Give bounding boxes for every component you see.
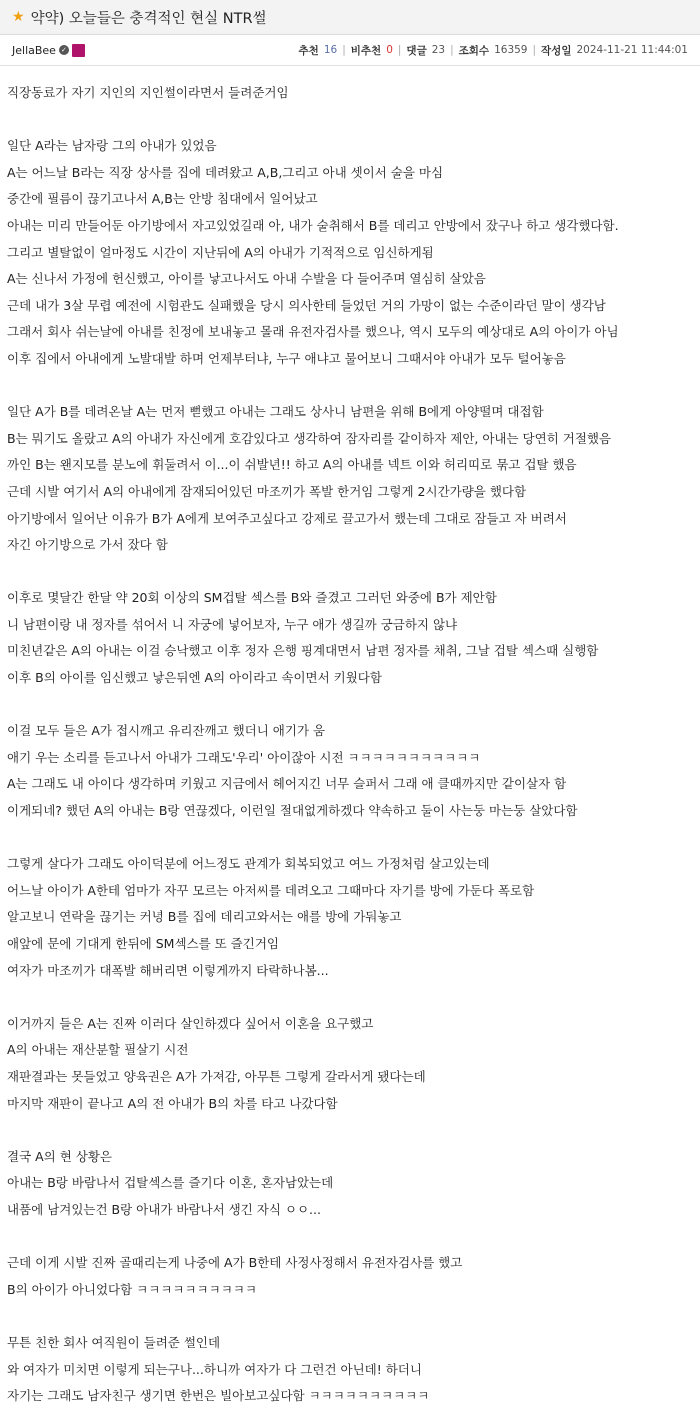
- recommend-count: 16: [323, 44, 338, 56]
- body-line: 그렇게 살다가 그래도 아이덕분에 어느정도 관계가 회복되었고 여느 가정처럼 살고있는데: [7, 856, 490, 872]
- divider: |: [532, 44, 537, 56]
- blank-line: [7, 825, 692, 852]
- body-line: 와 여자가 미치면 이렇게 되는구나...하니까 여자가 다 그런건 아닌데! 하더니: [7, 1361, 422, 1377]
- body-line: 일단 A라는 남자랑 그의 아내가 있었음: [7, 138, 217, 154]
- body-line: 이후 B의 아이를 임신했고 낳은뒤엔 A의 아이라고 속이면서 키웠다함: [7, 670, 382, 686]
- body-line: 이후로 몇달간 한달 약 20회 이상의 SM겁탈 섹스를 B와 즐겼고 그러던 와중에 B가 제안함: [7, 590, 497, 606]
- date-label: 작성일: [541, 44, 572, 57]
- comments-label: 댓글: [406, 44, 427, 57]
- recommend-label: 추천: [298, 44, 319, 57]
- blank-line: [7, 1117, 692, 1144]
- not-recommend-count: 0: [386, 44, 393, 56]
- divider: |: [342, 44, 346, 56]
- blank-line: [7, 984, 692, 1011]
- body-line: 니 남편이랑 내 정자를 섞어서 니 자궁에 넣어보자, 누구 애가 생길까 궁금하지 않냐: [7, 616, 458, 632]
- body-line: A는 어느날 B라는 직장 상사를 집에 데려왔고 A,B,그리고 아내 셋이서 술을 마심: [7, 164, 444, 180]
- post-body: [0, 66, 700, 1410]
- body-line: 어느날 아이가 A한테 엄마가 자꾸 모르는 아저씨를 데려오고 그때마다 자기를 방에 가둔다 폭로함: [7, 882, 535, 898]
- body-line: 까인 B는 왠지모를 분노에 휘둘려서 이...이 쉬발년!! 하고 A의 아내를 넥트 이와 허리띠로 묶고 겁탈 했음: [7, 457, 577, 473]
- body-line: 무튼 친한 회사 여직원이 들려준 썰인데: [7, 1334, 221, 1350]
- blank-line: [7, 107, 692, 134]
- divider: |: [397, 44, 402, 56]
- body-line: 미친년같은 A의 아내는 이걸 승낙했고 이후 정자 은행 핑계대면서 남편 정자를 채취, 그날 겁탈 섹스때 실행함: [7, 643, 599, 659]
- body-line: 애앞에 문에 기대게 한뒤에 SM섹스를 또 즐긴거임: [7, 936, 279, 951]
- body-line: 이걸 모두 들은 A가 접시깨고 유리잔깨고 했더니 애기가 움: [7, 723, 326, 739]
- body-line: 근데 내가 3살 무렵 예전에 시험관도 실패했을 당시 의사한테 들었던 거의 가망이 없는 수준이라던 말이 생각남: [7, 297, 606, 313]
- body-line: B의 아이가 아니었다함 ㅋㅋㅋㅋㅋㅋㅋㅋㅋㅋ: [7, 1281, 257, 1297]
- body-line: A는 그래도 내 아이다 생각하며 키웠고 지금에서 헤어지긴 너무 슬퍼서 그래 애 클때까지만 같이살자 함: [7, 776, 567, 792]
- star-icon[interactable]: ★: [12, 9, 25, 25]
- body-line: B는 뭐기도 올랐고 A의 아내가 자신에게 호감있다고 생각하여 잠자리를 같이하자 제안, 아내는 당연히 거절했음: [7, 430, 612, 446]
- body-line: 여자가 마조끼가 대폭발 해버리면 이렇게까지 타락하나봄...: [7, 962, 329, 978]
- blank-line: [7, 373, 692, 400]
- verified-badge-icon: ✓: [59, 45, 69, 55]
- body-line: A는 신나서 가정에 헌신했고, 아이를 낳고나서도 아내 수발을 다 들어주며 열심히 살았음: [7, 271, 486, 287]
- author-name[interactable]: JellaBee: [12, 43, 56, 57]
- body-line: 이후 집에서 아내에게 노발대발 하며 언제부터냐, 누구 애냐고 물어보니 그때서야 아내가 모두 털어놓음: [7, 350, 566, 366]
- body-line: 그래서 회사 쉬는날에 아내를 친정에 보내놓고 몰래 유전자검사를 했으나, 역시 모두의 예상대로 A의 아이가 아님: [7, 324, 619, 340]
- body-line: 알고보니 연락을 끊기는 커녕 B를 집에 데리고와서는 애를 방에 가둬놓고: [7, 909, 402, 925]
- body-line: 재판결과는 못들었고 양육권은 A가 가져감, 아무튼 그렇게 갈라서게 됐다는데: [7, 1068, 426, 1084]
- post-stats: [299, 43, 688, 58]
- body-line: 일단 A가 B를 데려온날 A는 먼저 뻗했고 아내는 그래도 상사니 남편을 위해 B에게 아양떨며 대접함: [7, 404, 544, 420]
- body-line: 아기방에서 일어난 이유가 B가 A에게 보여주고싶다고 강제로 끌고가서 했는데 그대로 잠들고 자 버려서: [7, 510, 567, 526]
- body-line: 직장동료가 자기 지인의 지인썰이라면서 들려준거임: [7, 85, 289, 100]
- body-line: 아내는 미리 만들어둔 아기방에서 자고있었길래 아, 내가 술취해서 B를 데리고 안방에서 잤구나 하고 생각했다함.: [7, 217, 619, 233]
- body-line: 마지막 재판이 끝나고 A의 전 아내가 B의 차를 타고 나갔다함: [7, 1095, 338, 1111]
- body-line: 근데 이게 시발 진짜 골때리는게 나중에 A가 B한테 사정사정해서 유전자검사를 했고: [7, 1255, 463, 1271]
- body-line: A의 아내는 재산분할 필살기 시전: [7, 1042, 189, 1058]
- blank-line: [7, 559, 692, 586]
- not-recommend-label: 비추천: [350, 44, 382, 57]
- post-date: 2024-11-21 11:44:01: [576, 44, 688, 56]
- views-count: 16359: [494, 44, 528, 56]
- body-line: 이게되네? 했던 A의 아내는 B랑 연끊겠다, 이런일 절대없게하겠다 약속하고 둘이 사는둥 마는둥 살았다함: [7, 803, 578, 819]
- post-title-bar: [0, 0, 700, 35]
- post-meta-bar: [0, 35, 700, 66]
- comments-count: 23: [431, 44, 446, 56]
- blank-line: [7, 1224, 692, 1251]
- body-line: 내품에 남겨있는건 B랑 아내가 바람나서 생긴 자식 ㅇㅇ...: [7, 1201, 321, 1217]
- author-info[interactable]: [12, 44, 85, 57]
- divider: |: [450, 44, 454, 56]
- body-line: 근데 시발 여기서 A의 아내에게 잠재되어있던 마조끼가 폭발 한거임 그렇게 2시간가량을 했다함: [7, 483, 527, 499]
- body-line: 애기 우는 소리를 듣고나서 아내가 그래도'우리' 아이잖아 시전 ㅋㅋㅋㅋㅋㅋㅋㅋㅋㅋㅋ: [7, 749, 481, 765]
- body-line: 아내는 B랑 바람나서 겁탈섹스를 즐기다 이혼, 혼자남았는데: [7, 1175, 334, 1191]
- blank-line: [7, 692, 692, 719]
- avatar-icon: [72, 44, 85, 57]
- body-line: 이거까지 들은 A는 진짜 이러다 살인하겠다 싶어서 이혼을 요구했고: [7, 1015, 374, 1031]
- post-title: 약약) 오늘들은 충격적인 현실 NTR썰: [30, 10, 267, 27]
- body-line: 자긴 아기방으로 가서 잤다 함: [7, 537, 168, 553]
- body-line: 중간에 필름이 끊기고나서 A,B는 안방 침대에서 일어났고: [7, 191, 318, 207]
- body-line: 결국 A의 현 상황은: [7, 1148, 112, 1164]
- blank-line: [7, 1303, 692, 1330]
- views-label: 조회수: [458, 44, 490, 57]
- body-line: 그리고 별탈없이 얼마정도 시간이 지난뒤에 A의 아내가 기적적으로 임신하게됨: [7, 244, 434, 260]
- body-line: 자기는 그래도 남자친구 생기면 한번은 빌아보고싶다함 ㅋㅋㅋㅋㅋㅋㅋㅋㅋㅋ: [7, 1388, 430, 1404]
